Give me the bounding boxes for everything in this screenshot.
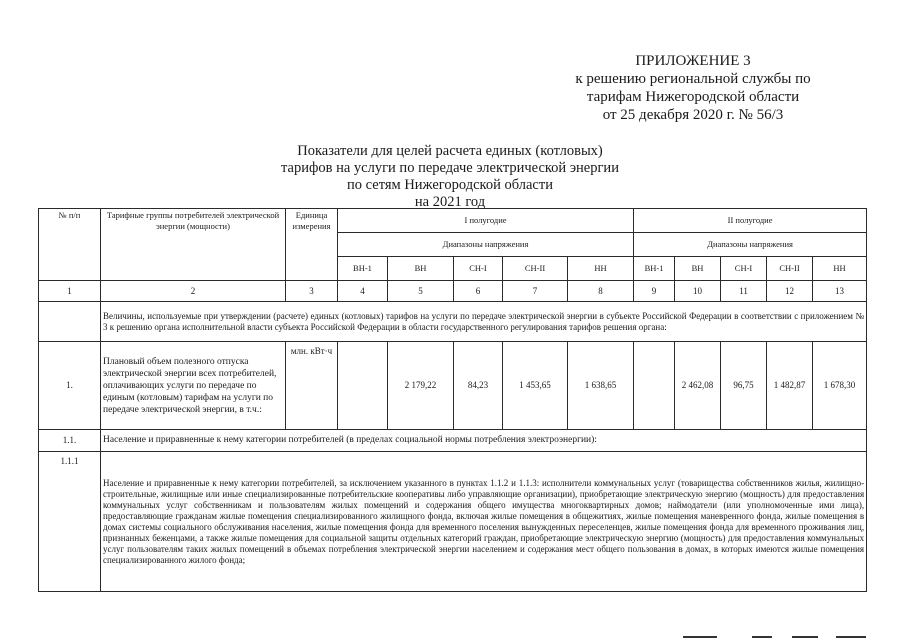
row-value [338,342,388,430]
column-number: 4 [338,281,388,302]
column-number: 9 [634,281,675,302]
appendix-line-2: тарифам Нижегородской области [586,89,800,105]
header-level: НН [568,257,634,281]
column-number: 12 [767,281,813,302]
header-half-2: II полугодие [634,209,867,233]
row-value: 2 179,22 [388,342,454,430]
column-number: 10 [675,281,721,302]
header-level: СН-I [454,257,503,281]
title-line-3: по сетям Нижегородской области [347,177,553,193]
column-number: 6 [454,281,503,302]
header-level: НН [813,257,867,281]
column-number: 11 [721,281,767,302]
header-num: № п/п [39,209,101,281]
row-value: 2 462,08 [675,342,721,430]
header-level: СН-II [767,257,813,281]
header-level: СН-II [503,257,568,281]
header-level: ВН [675,257,721,281]
title-line-1: Показатели для целей расчета единых (котловых) [297,143,603,159]
row-description: Население и приравненные к нему категории потребителей, за исключением указанного в пунктах 1.1.2 и 1.1.3: исполнители коммунальных услуг (товарищества собственников жилья, жилищно-строительные, жилищные или иные специализированные потребительские кооперативы либо управляющие организации), приобретающие электрическую энергию (мощность) для предоставления коммунальных услуг собственникам и пользователям жилых помещений и содержания общего имущества многоквартирных домов; наймодатели (или уполномоченные ими лица), предоставляющие гражданам жилые помещения специализированного жилищного фонда, включая жилые помещения в общежитиях, жилые помещения маневренного фонда, жилые помещения в домах системы социального обслуживания населения, жилые помещения фонда для временного поселения вынужденных переселенцев, жилые помещения фонда для временного проживания лиц, признанных беженцами, а также жилые помещения для социальной защиты отдельных категорий граждан, приобретающие электрическую энергию (мощность) для предоставления коммунальных услуг пользователям таких жилых помещений в объемах потребления электрической энергии населением и содержания мест общего пользования в домах, в которых имеются жилые помещения специализированного жилого фонда; [101,452,867,592]
header-level: ВН [388,257,454,281]
header-groups: Тарифные группы потребителей электрической энергии (мощности) [101,209,286,281]
appendix-title: ПРИЛОЖЕНИЕ 3 [635,53,751,69]
scan-artifact [752,636,772,638]
row-value: 1 453,65 [503,342,568,430]
row-value: 84,23 [454,342,503,430]
row-value [634,342,675,430]
row-unit: млн. кВт·ч [286,342,338,430]
header-ranges-1: Диапазоны напряжения [338,233,634,257]
row-value: 96,75 [721,342,767,430]
row-num: 1. [39,342,101,430]
document-title [250,143,650,211]
header-half-1: I полугодие [338,209,634,233]
row-description: Плановый объем полезного отпуска электрической энергии всех потребителей, оплачивающих услуги по передаче по единым (котловым) тарифам на услуги по передаче электрической энергии, в т.ч.: [101,342,286,430]
appendix-header [543,52,843,124]
row-num: 1.1.1 [39,452,101,592]
title-line-2: тарифов на услуги по передаче электрической энергии [281,160,619,176]
tariff-table [38,208,867,592]
appendix-line-3: от 25 декабря 2020 г. № 56/3 [602,107,784,123]
title-line-4: на 2021 год [414,194,486,210]
header-level: ВН-1 [634,257,675,281]
column-number: 2 [101,281,286,302]
header-level: СН-I [721,257,767,281]
column-number: 5 [388,281,454,302]
header-ranges-2: Диапазоны напряжения [634,233,867,257]
section-note-num-cell [39,302,101,342]
scan-artifact [683,636,717,638]
column-number: 13 [813,281,867,302]
appendix-line-1: к решению региональной службы по [575,71,811,87]
scan-artifact [792,636,818,638]
row-value: 1 678,30 [813,342,867,430]
section-note: Величины, используемые при утверждении (расчете) единых (котловых) тарифов на услуги по передаче электрической энергии в субъекте Российской Федерации в соответствии с приложением № 3 к решению органа исполнительной власти субъекта Российской Федерации в области государственного регулирования тарифов решения органа: [101,302,867,342]
row-value: 1 638,65 [568,342,634,430]
row-value: 1 482,87 [767,342,813,430]
header-level: ВН-1 [338,257,388,281]
column-number: 1 [39,281,101,302]
column-number: 3 [286,281,338,302]
scan-artifact [836,636,866,638]
column-number: 8 [568,281,634,302]
row-num: 1.1. [39,430,101,452]
row-description: Население и приравненные к нему категории потребителей (в пределах социальной нормы потребления электроэнергии): [101,430,867,452]
column-number: 7 [503,281,568,302]
header-unit: Единица измерения [286,209,338,281]
